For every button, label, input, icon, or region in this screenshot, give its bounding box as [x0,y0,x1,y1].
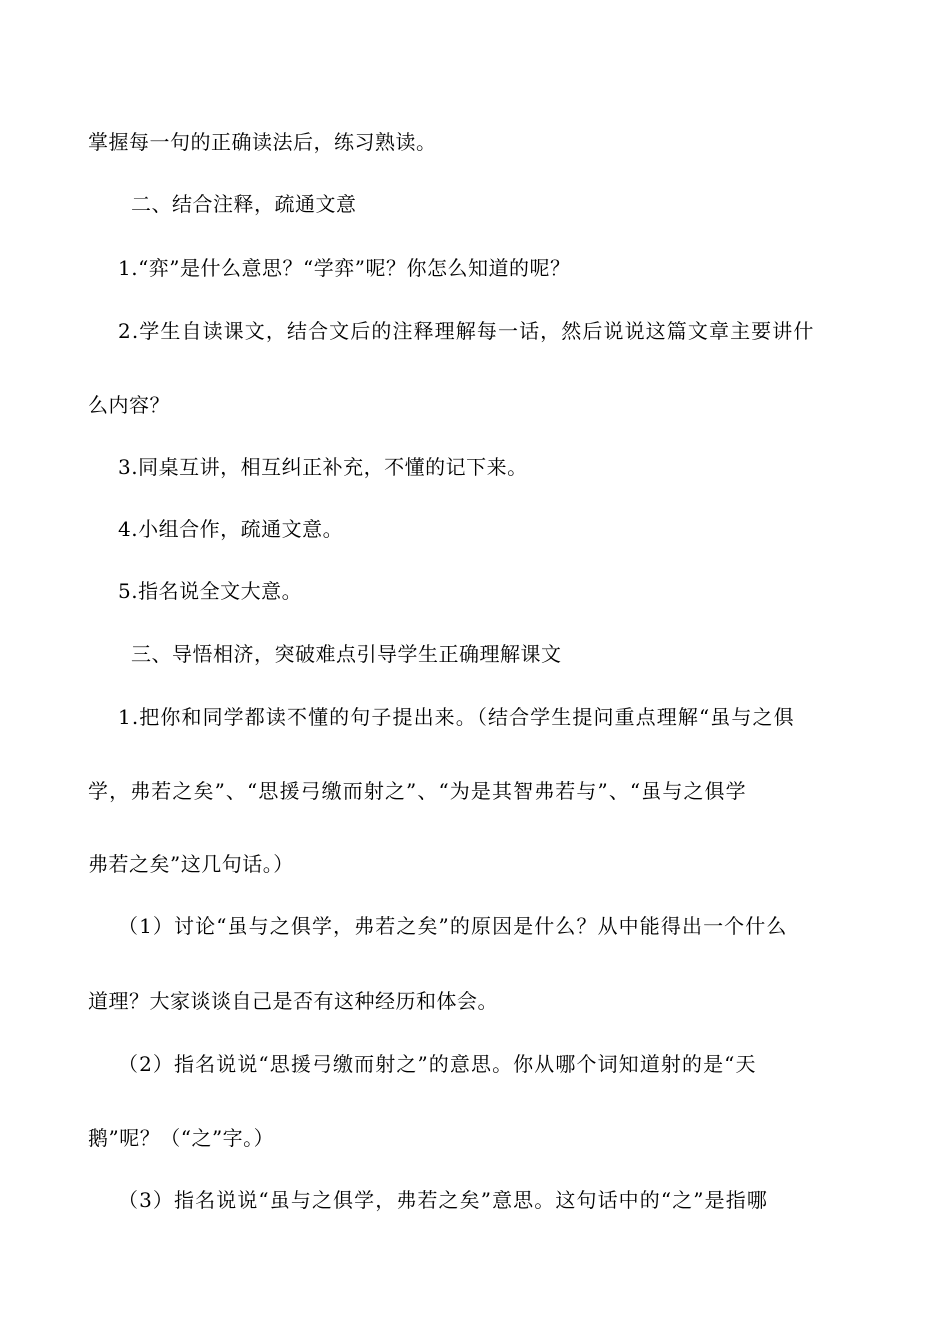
paragraph-line-16: 鹅”呢？（“之”字。） [88,1126,275,1150]
paragraph-line-15: （2）指名说说“思援弓缴而射之”的意思。你从哪个词知道射的是“天 [118,1052,757,1076]
paragraph-line-4: 2.学生自读课文，结合文后的注释理解每一话，然后说说这篇文章主要讲什 [118,319,815,343]
paragraph-line-5: 么内容？ [88,393,170,417]
paragraph-line-6: 3.同桌互讲，相互纠正补充，不懂的记下来。 [118,455,528,479]
paragraph-line-13: （1）讨论“虽与之俱学，弗若之矣”的原因是什么？从中能得出一个什么 [118,914,788,938]
paragraph-line-3: 1.“弈”是什么意思？“学弈”呢？你怎么知道的呢？ [118,256,571,280]
paragraph-line-17: （3）指名说说“虽与之俱学，弗若之矣”意思。这句话中的“之”是指哪 [118,1188,768,1212]
section-heading-2: 二、结合注释，疏通文意 [131,192,357,216]
paragraph-line-10: 1.把你和同学都读不懂的句子提出来。（结合学生提问重点理解“虽与之俱 [118,705,795,729]
paragraph-line-12: 弗若之矣”这几句话。） [88,852,294,876]
paragraph-line-1: 掌握每一句的正确读法后，练习熟读。 [88,130,437,154]
paragraph-line-14: 道理？大家谈谈自己是否有这种经历和体会。 [88,989,498,1013]
paragraph-line-11: 学，弗若之矣”、“思援弓缴而射之”、“为是其智弗若与”、“虽与之俱学 [88,779,747,803]
paragraph-line-7: 4.小组合作，疏通文意。 [118,517,344,541]
paragraph-line-8: 5.指名说全文大意。 [118,579,303,603]
section-heading-3: 三、导悟相济，突破难点引导学生正确理解课文 [131,642,562,666]
